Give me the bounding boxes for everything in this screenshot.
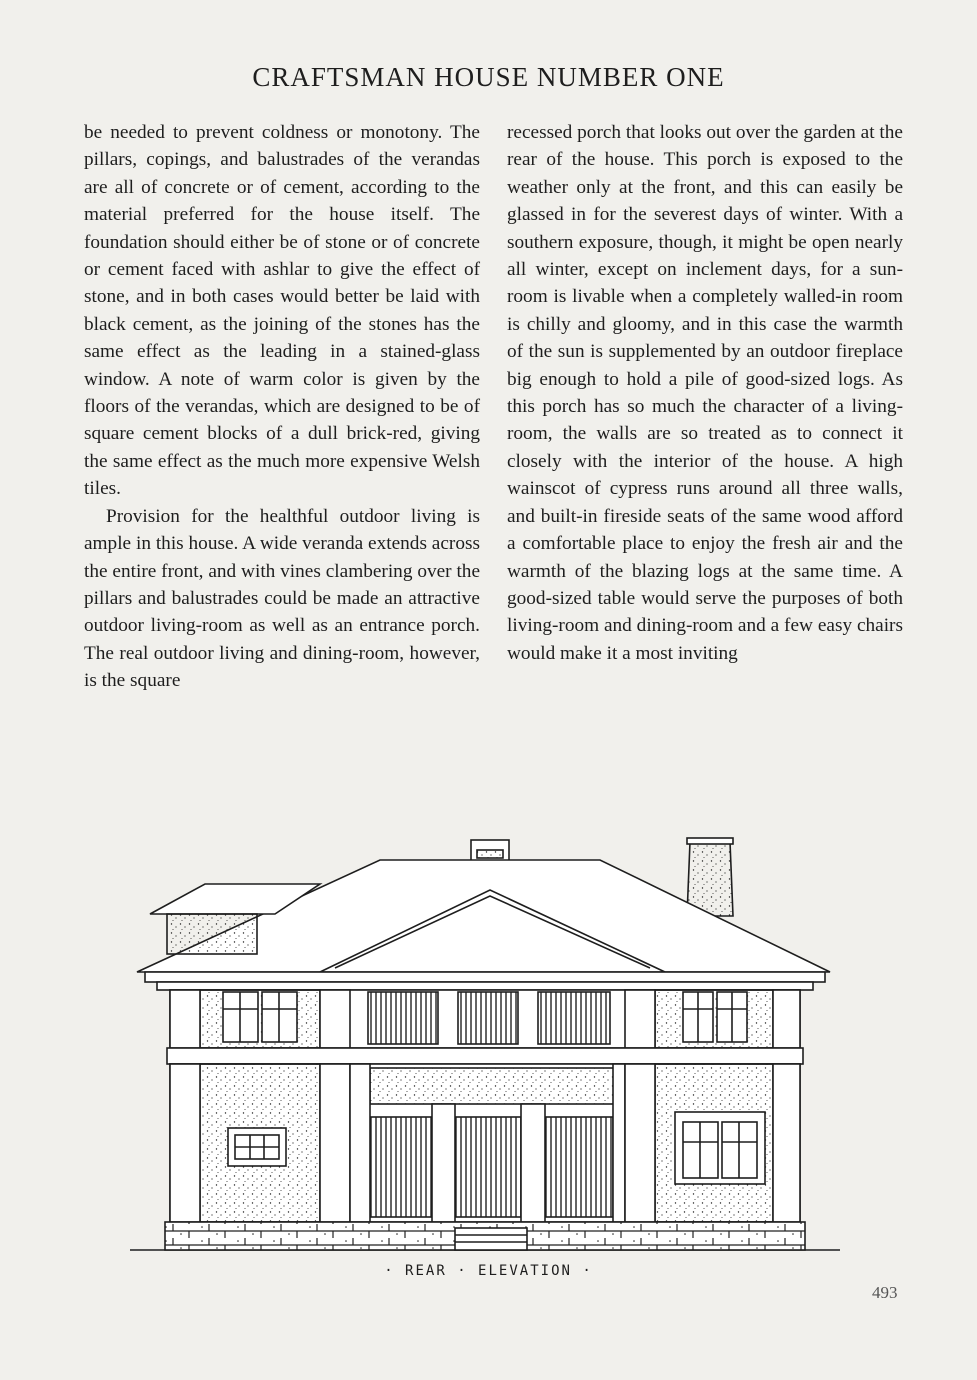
page-title: CRAFTSMAN HOUSE NUMBER ONE xyxy=(252,62,725,92)
rear-elevation-drawing xyxy=(125,832,845,1252)
text-column-left xyxy=(84,119,480,695)
paragraph: recessed porch that looks out over the garden at the rear of the house. This porch is exposed to the weather only at the front, and this can easily be glassed in for the severest days of winter. With a southern exposure, though, it might be open nearly all winter, except on inclement days, for a sun-room is livable when a completely walled-in room is chilly and gloomy, and in this case the warmth of the sun is supplemented by an outdoor fireplace big enough to hold a pile of good-sized logs. As this porch has so much the character of a living-room, the walls are so treated as to connect it closely with the interior of the house. A high wainscot of cypress runs around all three walls, and built-in fireside seats of the same wood afford a comfortable place to enjoy the fresh air and the warmth of the blazing logs at the same time. A good-sized table would serve the purposes of both living-room and dining-room and a few easy chairs would make it a most inviting xyxy=(507,122,903,664)
page-number: 493 xyxy=(872,1283,898,1302)
text-column-right xyxy=(507,119,903,667)
paragraph: be needed to prevent coldness or monotony. The pillars, copings, and balustrades of the verandas are all of concrete or of cement, according to the material preferred for the house itself. The foundation should either be of stone or of concrete or cement faced with ashlar to give the effect of stone, and in both cases would better be laid with black cement, as the joining of the stones has the same effect as the leading in a stained-glass window. A note of warm color is given by the floors of the verandas, which are designed to be of square cement blocks of a dull brick-red, giving the same effect as the much more expensive Welsh tiles. xyxy=(84,122,480,500)
paragraph: Provision for the healthful outdoor living is ample in this house. A wide veranda extends across the entire front, and with vines clambering over the pillars and balustrades could be made an attractive outdoor living-room as well as an entrance porch. The real outdoor living and dining-room, however, is the square xyxy=(84,505,480,692)
figure-caption: · REAR · ELEVATION · xyxy=(384,1263,593,1279)
